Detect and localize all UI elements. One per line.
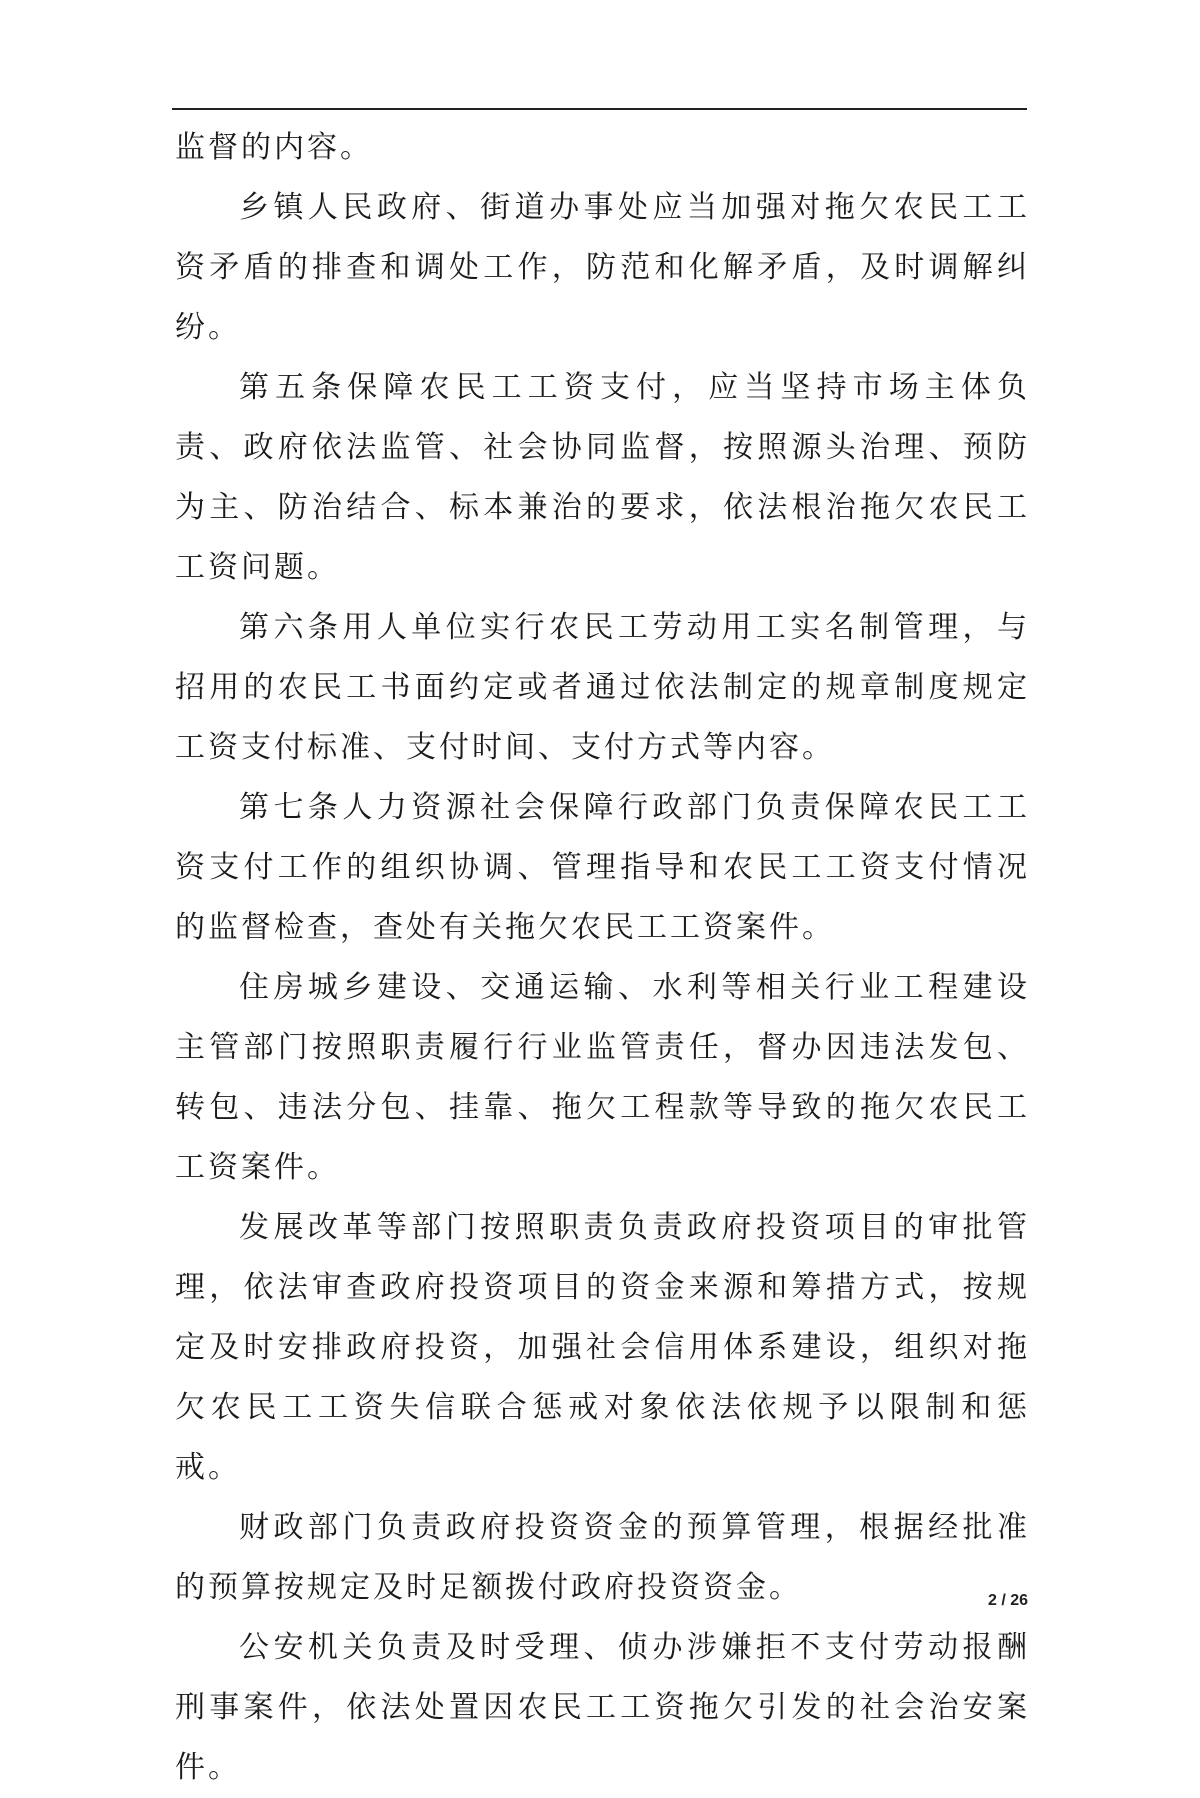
paragraph: 公安机关负责及时受理、侦办涉嫌拒不支付劳动报酬刑事案件，依法处置因农民工工资拖欠引发的社会治安案件。 — [175, 1630, 1030, 1785]
paragraph: 发展改革等部门按照职责负责政府投资项目的审批管理，依法审查政府投资项目的资金来源和筹措方式，按规定及时安排政府投资，加强社会信用体系建设，组织对拖欠农民工工资失信联合惩戒对象依法依规予以限制和惩戒。 — [175, 1210, 1030, 1485]
paragraph-article-5: 第五条保障农民工工资支付，应当坚持市场主体负责、政府依法监管、社会协同监督，按照源头治理、预防为主、防治结合、标本兼治的要求，依法根治拖欠农民工工资问题。 — [175, 370, 1030, 585]
paragraph: 乡镇人民政府、街道办事处应当加强对拖欠农民工工资矛盾的排查和调处工作，防范和化解矛盾，及时调解纠纷。 — [175, 190, 1030, 345]
page-number: 2 / 26 — [987, 1592, 1028, 1609]
paragraph: 住房城乡建设、交通运输、水利等相关行业工程建设主管部门按照职责履行行业监管责任，督办因违法发包、转包、违法分包、挂靠、拖欠工程款等导致的拖欠农民工工资案件。 — [175, 970, 1030, 1185]
paragraph-article-7: 第七条人力资源社会保障行政部门负责保障农民工工资支付工作的组织协调、管理指导和农民工工资支付情况的监督检查，查处有关拖欠农民工工资案件。 — [175, 790, 1030, 945]
paragraph-continuation: 监督的内容。 — [175, 130, 373, 165]
document-body — [175, 118, 1030, 1798]
paragraph: 财政部门负责政府投资资金的预算管理，根据经批准的预算按规定及时足额拨付政府投资资金。 — [175, 1510, 1030, 1605]
paragraph-article-6: 第六条用人单位实行农民工劳动用工实名制管理，与招用的农民工书面约定或者通过依法制定的规章制度规定工资支付标准、支付时间、支付方式等内容。 — [175, 610, 1030, 765]
header-rule — [172, 108, 1027, 110]
